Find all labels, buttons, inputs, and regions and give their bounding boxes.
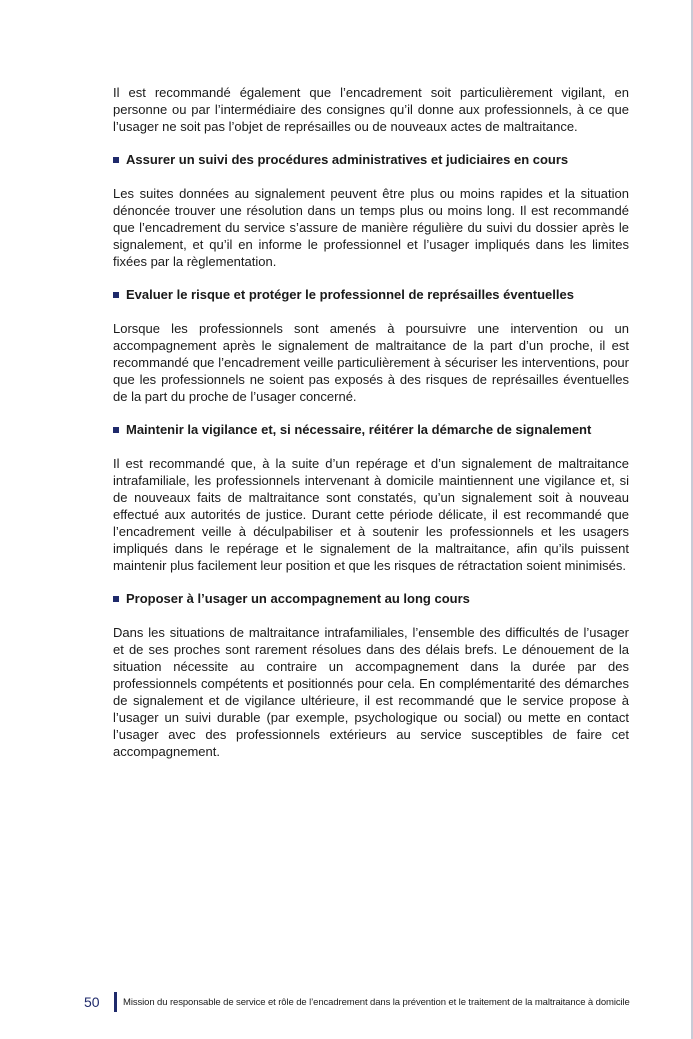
section-heading-1-text: Assurer un suivi des procédures administratives et judiciaires en cours	[126, 152, 569, 167]
square-bullet-icon	[113, 596, 119, 602]
section-paragraph-4: Dans les situations de maltraitance intrafamiliales, l’ensemble des difficultés de l’usager et de ses proches sont rarement résolues dans des délais brefs. Le dénouement de la situation nécessite au contraire un accompagnement dans la durée par des professionnels compétents et positionnés pour cela. En complémentarité des démarches de signalement et de vigilance ultérieure, il est recommandé que le service propose à l’usager un suivi durable (par exemple, psychologique ou social) ou mette en contact l’usager avec des professionnels extérieurs au service susceptibles de faire cet accompagnement.	[113, 625, 629, 759]
section-paragraph-2: Lorsque les professionnels sont amenés à poursuivre une intervention ou un accompagnement après le signalement de maltraitance de la part d’un proche, il est recommandé que l’encadrement veille particulièrement à sécuriser les interventions, pour que les professionnels ne soient pas exposés à des risques de représailles éventuelles de la part du proche de l’usager concerné.	[113, 321, 629, 404]
square-bullet-icon	[113, 427, 119, 433]
intro-paragraph: Il est recommandé également que l’encadrement soit particulièrement vigilant, en personne ou par l’intermédiaire des consignes qu’il donne aux professionnels, à ce que l’usager ne soit pas l’objet de représailles ou de nouveaux actes de maltraitance.	[113, 85, 629, 134]
page-body	[113, 84, 629, 760]
page-number: 50	[84, 994, 100, 1010]
square-bullet-icon	[113, 292, 119, 298]
footer-divider	[114, 992, 117, 1012]
section-heading-1	[113, 151, 629, 168]
section-heading-3-text: Maintenir la vigilance et, si nécessaire, réitérer la démarche de signalement	[126, 422, 592, 437]
section-heading-2	[113, 286, 629, 303]
section-heading-4-text: Proposer à l’usager un accompagnement au long cours	[126, 591, 470, 606]
section-paragraph-1: Les suites données au signalement peuvent être plus ou moins rapides et la situation dénoncée trouver une résolution dans un temps plus ou moins long. Il est recommandé que l’encadrement du service s’assure de manière régulière du suivi du dossier après le signalement, et qu’il en informe le professionnel et l’usager impliqués dans les limites fixées par la règlementation.	[113, 186, 629, 269]
section-heading-2-text: Evaluer le risque et protéger le professionnel de représailles éventuelles	[126, 287, 574, 302]
square-bullet-icon	[113, 157, 119, 163]
running-title: Mission du responsable de service et rôle de l’encadrement dans la prévention et le traitement de la maltraitance à domicile	[123, 996, 630, 1008]
page-footer	[84, 990, 630, 1014]
section-paragraph-3: Il est recommandé que, à la suite d’un repérage et d’un signalement de maltraitance intrafamiliale, les professionnels intervenant à domicile maintiennent une vigilance et, si de nouveaux faits de maltraitance sont constatés, qu’un signalement soit à nouveau effectué aux autorités de justice. Durant cette période délicate, il est recommandé que l’encadrement veille à déculpabiliser et à soutenir les professionnels et les usagers impliqués dans le repérage et le signalement de la maltraitance, afin qu’ils puissent maintenir plus facilement leur position et que les risques de rétractation soient minimisés.	[113, 456, 629, 573]
section-heading-4	[113, 590, 629, 607]
section-heading-3	[113, 421, 629, 438]
